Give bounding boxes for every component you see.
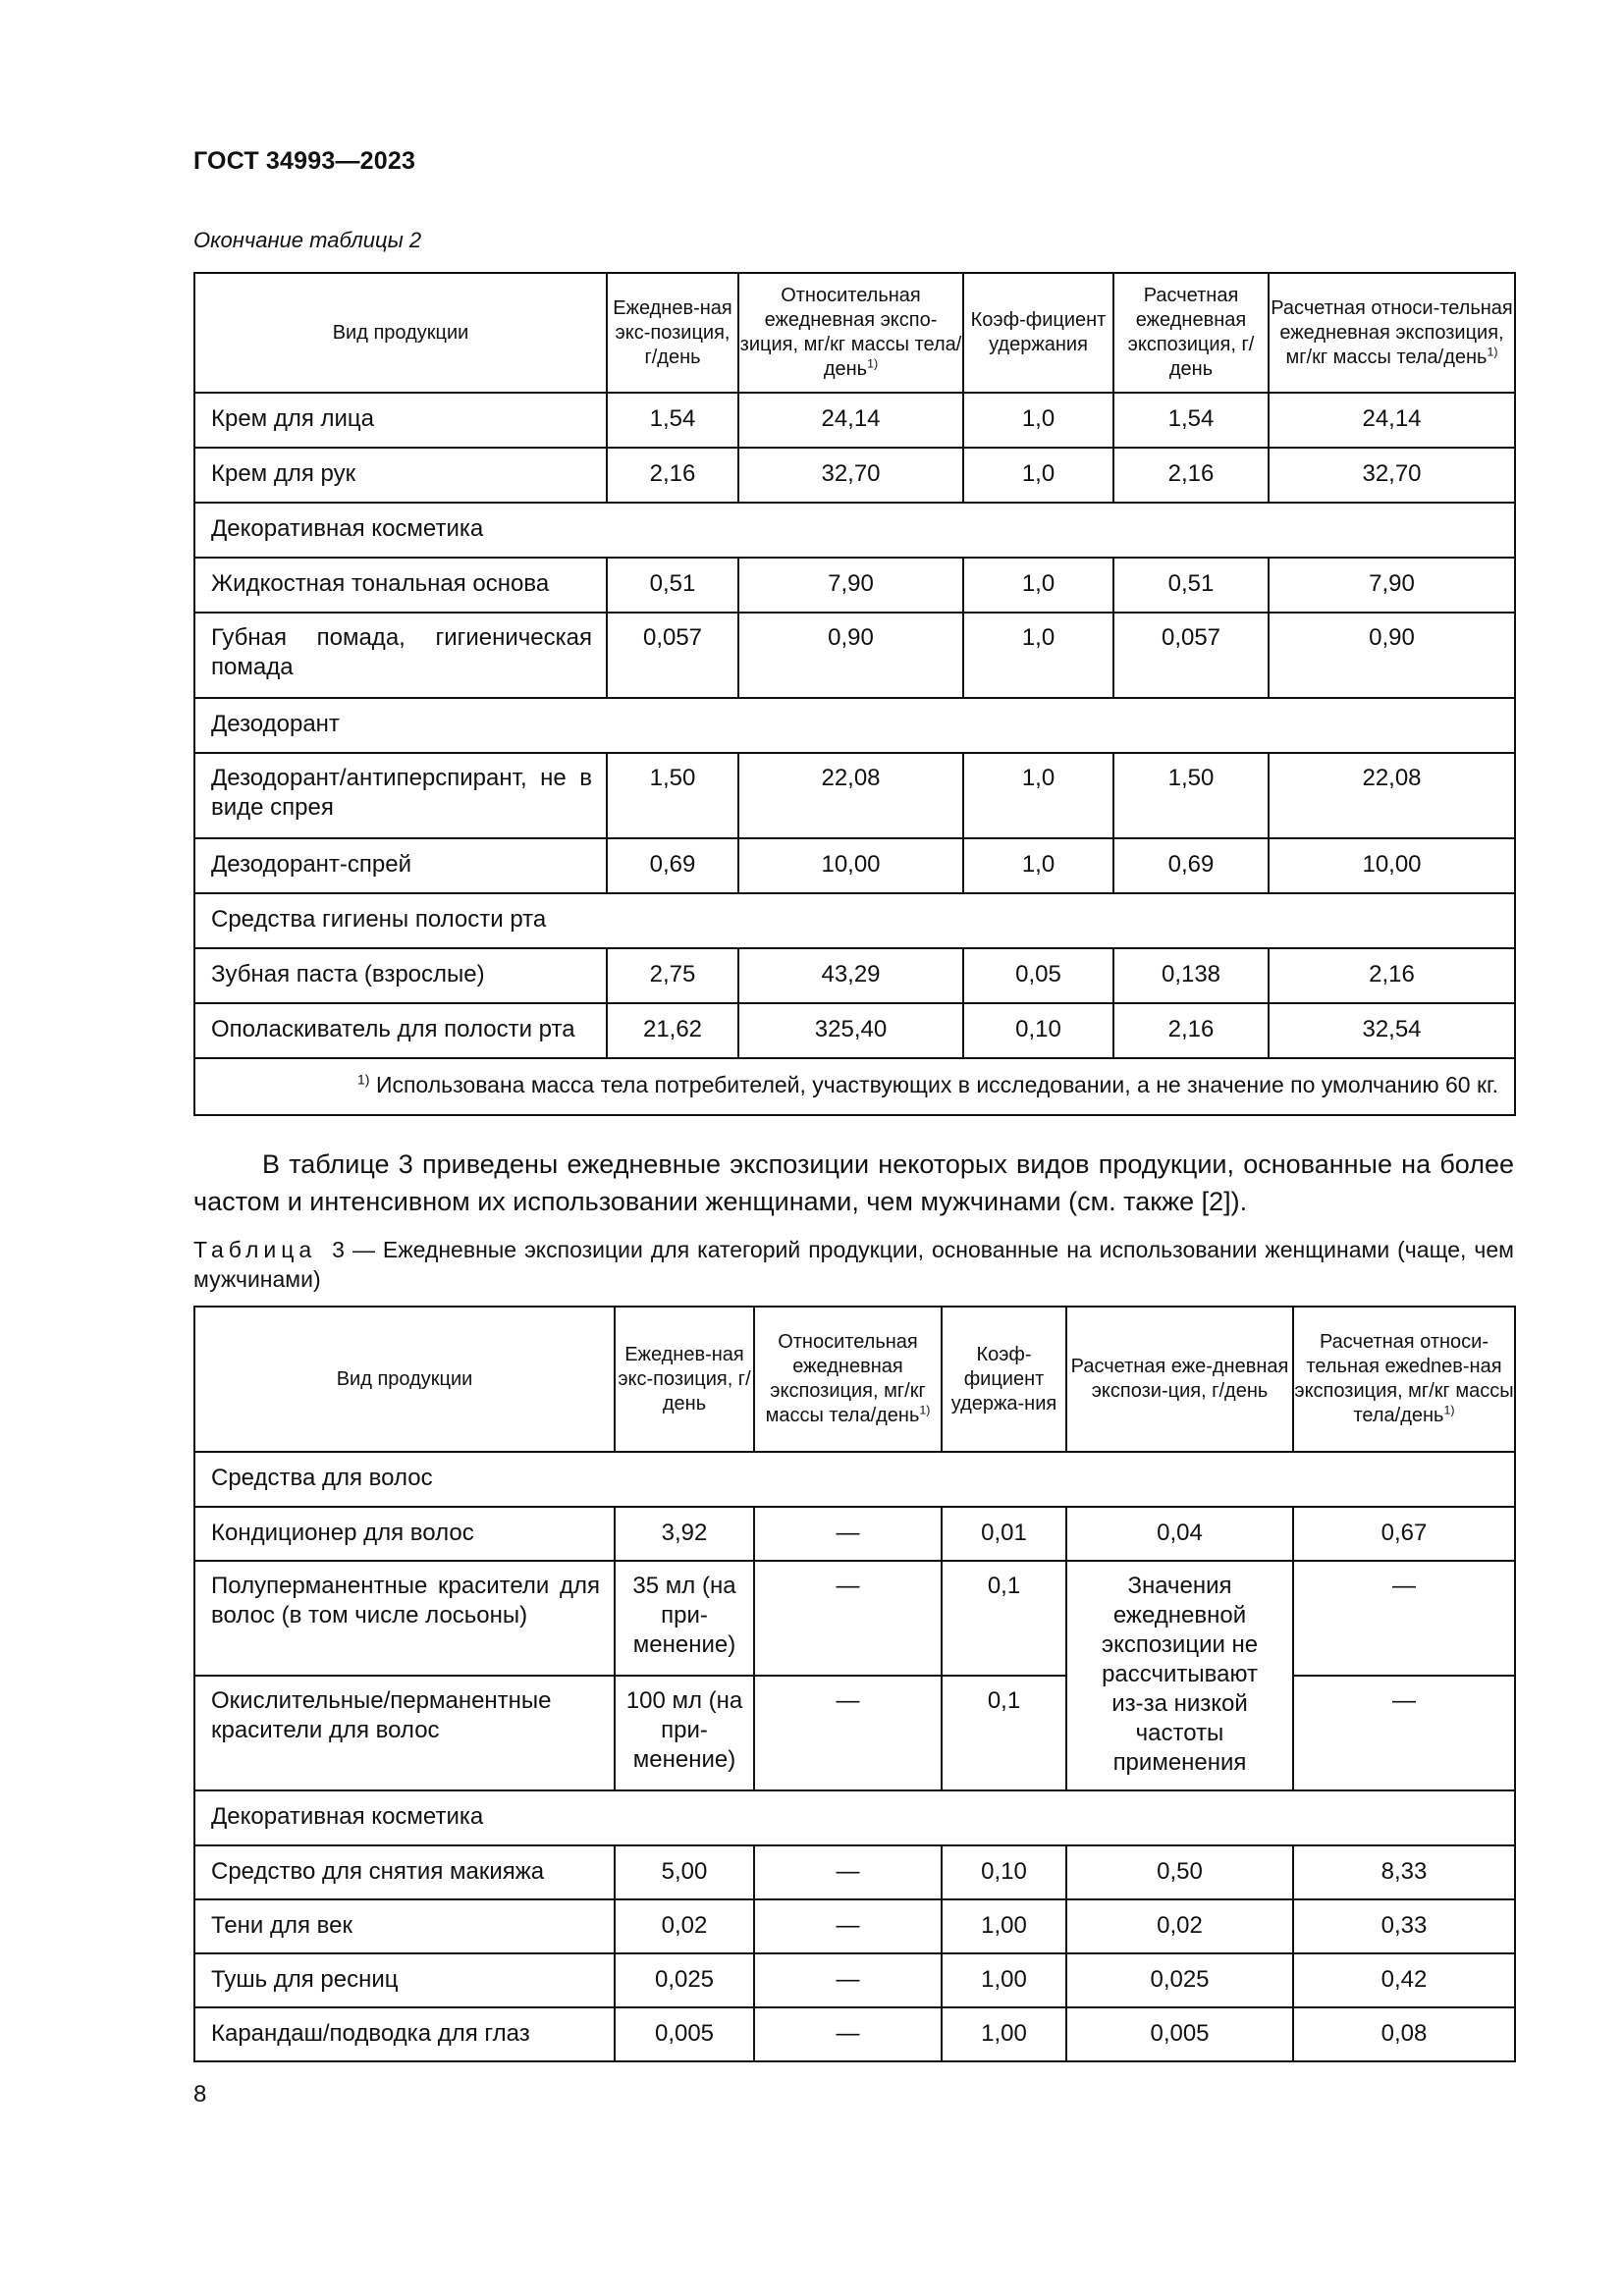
table-row — [194, 753, 1515, 838]
table-row — [194, 838, 1515, 893]
table-row — [194, 613, 1515, 698]
value-cell: 24,14 — [1269, 393, 1515, 448]
value-cell: 0,69 — [1113, 838, 1269, 893]
value-cell: — — [1293, 1561, 1515, 1676]
footnote-marker: 1) — [1443, 1403, 1455, 1417]
value-cell: 0,02 — [615, 1899, 754, 1953]
value-cell: 32,70 — [738, 448, 963, 503]
table-row — [194, 2007, 1515, 2061]
value-cell: 8,33 — [1293, 1845, 1515, 1899]
product-name-cell: Крем для лица — [194, 393, 607, 448]
value-cell: 32,70 — [1269, 448, 1515, 503]
table2-col-header — [1113, 273, 1269, 393]
table3-col-header — [1066, 1307, 1293, 1452]
value-cell: 0,04 — [1066, 1507, 1293, 1561]
column-label: Расчетная относи-тельная ежednев-ная экспозиция, мг/кг массы тела/день — [1294, 1331, 1514, 1426]
value-cell: 32,54 — [1269, 1003, 1515, 1058]
product-name-cell: Жидкостная тональная основа — [194, 558, 607, 613]
value-cell: 0,05 — [963, 948, 1113, 1003]
value-cell: 0,67 — [1293, 1507, 1515, 1561]
value-cell: 1,00 — [942, 1953, 1066, 2007]
table-row — [194, 948, 1515, 1003]
table-3-caption-label: Таблица — [193, 1237, 317, 1262]
column-label: Относительная ежедневная экспо-зиция, мг/кг массы тела/день — [739, 285, 962, 380]
value-cell: 0,1 — [942, 1561, 1066, 1676]
table-footnote-row — [194, 1058, 1515, 1115]
value-cell: — — [754, 1953, 942, 2007]
product-name-cell: Полуперманентные красители для волос (в том числе лосьоны) — [194, 1561, 615, 1676]
value-cell: 0,02 — [1066, 1899, 1293, 1953]
column-label: Коэф-фициент удержания — [970, 309, 1107, 355]
product-name-cell: Окислительные/перманентные красители для волос — [194, 1676, 615, 1790]
value-cell: 0,51 — [1113, 558, 1269, 613]
value-cell: 10,00 — [738, 838, 963, 893]
table2-col-header — [1269, 273, 1515, 393]
value-cell: 0,42 — [1293, 1953, 1515, 2007]
column-label: Ежеднев-ная экс-позиция, г/день — [618, 1343, 751, 1415]
table2-col-header — [963, 273, 1113, 393]
value-cell: 0,1 — [942, 1676, 1066, 1790]
value-cell: 0,057 — [1113, 613, 1269, 698]
value-cell: 0,69 — [607, 838, 738, 893]
table-section-row — [194, 503, 1515, 558]
table2-col-header — [607, 273, 738, 393]
value-cell: 3,92 — [615, 1507, 754, 1561]
column-label: Расчетная относи-тельная ежедневная экспозиция, мг/кг массы тела/день — [1271, 296, 1513, 368]
table-section-row — [194, 698, 1515, 753]
value-cell: 1,0 — [963, 448, 1113, 503]
page-number: 8 — [193, 2081, 207, 2108]
product-name-cell: Тушь для ресниц — [194, 1953, 615, 2007]
footnote-text: Использована масса тела потребителей, участвующих в исследовании, а не значение по умолчанию 60 кг. — [375, 1072, 1498, 1097]
value-cell: — — [754, 2007, 942, 2061]
table-row — [194, 1845, 1515, 1899]
table-section-row — [194, 1452, 1515, 1507]
value-cell: 2,16 — [607, 448, 738, 503]
value-cell: 1,50 — [607, 753, 738, 838]
value-cell: — — [1293, 1676, 1515, 1790]
section-label: Средства для волос — [194, 1452, 1515, 1507]
footnote-marker: 1) — [1487, 344, 1498, 358]
table3-col-header — [1293, 1307, 1515, 1452]
table-2 — [193, 272, 1516, 1116]
table-2-continuation-caption: Окончание таблицы 2 — [193, 228, 422, 252]
merged-note-cell: Значения ежедневной экспозиции не рассчитывают из-за низкой частоты применения — [1066, 1561, 1293, 1790]
value-cell: 22,08 — [1269, 753, 1515, 838]
value-cell: 0,08 — [1293, 2007, 1515, 2061]
value-cell: 22,08 — [738, 753, 963, 838]
value-cell: 7,90 — [738, 558, 963, 613]
table-3-caption-text: — Ежедневные экспозиции для категорий продукции, основанные на использовании женщинами (чаще, чем мужчинами) — [193, 1237, 1514, 1292]
value-cell: 2,16 — [1113, 1003, 1269, 1058]
table-row — [194, 393, 1515, 448]
value-cell: 1,0 — [963, 558, 1113, 613]
table-footnote — [194, 1058, 1515, 1115]
value-cell: 21,62 — [607, 1003, 738, 1058]
product-name-cell: Тени для век — [194, 1899, 615, 1953]
value-cell: 0,51 — [607, 558, 738, 613]
table-row — [194, 1507, 1515, 1561]
table-row — [194, 1003, 1515, 1058]
product-name-cell: Средство для снятия макияжа — [194, 1845, 615, 1899]
product-name-cell: Зубная паста (взрослые) — [194, 948, 607, 1003]
column-label: Вид продукции — [332, 321, 469, 344]
table-2-header-row — [194, 273, 1515, 393]
value-cell: 0,138 — [1113, 948, 1269, 1003]
table3-col-header — [615, 1307, 754, 1452]
value-cell: 0,005 — [615, 2007, 754, 2061]
value-cell: — — [754, 1561, 942, 1676]
value-cell: 325,40 — [738, 1003, 963, 1058]
table-row — [194, 1561, 1515, 1676]
value-cell: 2,16 — [1269, 948, 1515, 1003]
value-cell: 0,005 — [1066, 2007, 1293, 2061]
product-name-cell: Кондиционер для волос — [194, 1507, 615, 1561]
value-cell: 1,00 — [942, 2007, 1066, 2061]
table2-col-header — [738, 273, 963, 393]
value-cell: — — [754, 1507, 942, 1561]
value-cell: 0,025 — [1066, 1953, 1293, 2007]
document-header: ГОСТ 34993—2023 — [193, 147, 416, 175]
value-cell: 1,0 — [963, 753, 1113, 838]
table-row — [194, 558, 1515, 613]
table-row — [194, 1676, 1515, 1790]
table-3-caption — [193, 1235, 1514, 1294]
section-label: Декоративная косметика — [194, 503, 1515, 558]
value-cell: 1,0 — [963, 838, 1113, 893]
section-label: Средства гигиены полости рта — [194, 893, 1515, 948]
table-row — [194, 448, 1515, 503]
value-cell: 7,90 — [1269, 558, 1515, 613]
product-name-cell: Крем для рук — [194, 448, 607, 503]
column-label: Вид продукции — [336, 1367, 473, 1390]
paragraph: В таблице 3 приведены ежедневные экспозиции некоторых видов продукции, основанные на более частом и интенсивном их использовании женщинами, чем мужчинами (см. также [2]). — [193, 1149, 1514, 1216]
value-cell: 0,10 — [942, 1845, 1066, 1899]
footnote-marker: 1) — [919, 1403, 931, 1417]
value-cell: 1,0 — [963, 393, 1113, 448]
value-cell: 43,29 — [738, 948, 963, 1003]
table3-col-header — [942, 1307, 1066, 1452]
table-row — [194, 1899, 1515, 1953]
section-label: Дезодорант — [194, 698, 1515, 753]
value-cell: 1,0 — [963, 613, 1113, 698]
column-label: Ежеднев-ная экс-позиция, г/день — [613, 296, 732, 368]
value-cell: 0,90 — [738, 613, 963, 698]
value-cell: 0,025 — [615, 1953, 754, 2007]
value-cell: 1,00 — [942, 1899, 1066, 1953]
value-cell: 0,50 — [1066, 1845, 1293, 1899]
value-cell: 0,90 — [1269, 613, 1515, 698]
value-cell: 35 мл (на при-менение) — [615, 1561, 754, 1676]
table-3-caption-number: 3 — [332, 1237, 345, 1262]
product-name-cell: Губная помада, гигиеническая помада — [194, 613, 607, 698]
product-name-cell: Карандаш/подводка для глаз — [194, 2007, 615, 2061]
value-cell: 0,01 — [942, 1507, 1066, 1561]
table-3-header-row — [194, 1307, 1515, 1452]
footnote-marker: 1) — [867, 356, 879, 371]
value-cell: 1,50 — [1113, 753, 1269, 838]
value-cell: 100 мл (на при-менение) — [615, 1676, 754, 1790]
column-label: Расчетная ежедневная экспозиция, г/день — [1127, 285, 1255, 380]
product-name-cell: Ополаскиватель для полости рта — [194, 1003, 607, 1058]
table-section-row — [194, 893, 1515, 948]
product-name-cell: Дезодорант/антиперспирант, не в виде спрея — [194, 753, 607, 838]
value-cell: — — [754, 1899, 942, 1953]
table2-col-header — [194, 273, 607, 393]
section-label: Декоративная косметика — [194, 1790, 1515, 1845]
value-cell: 24,14 — [738, 393, 963, 448]
product-name-cell: Дезодорант-спрей — [194, 838, 607, 893]
table3-col-header — [754, 1307, 942, 1452]
table-row — [194, 1953, 1515, 2007]
value-cell: 1,54 — [1113, 393, 1269, 448]
footnote-marker: 1) — [356, 1072, 370, 1089]
table-3 — [193, 1306, 1516, 2062]
value-cell: 2,75 — [607, 948, 738, 1003]
value-cell: 5,00 — [615, 1845, 754, 1899]
value-cell: 2,16 — [1113, 448, 1269, 503]
value-cell: 1,54 — [607, 393, 738, 448]
value-cell: — — [754, 1676, 942, 1790]
table3-col-header — [194, 1307, 615, 1452]
value-cell: 0,057 — [607, 613, 738, 698]
column-label: Расчетная еже-дневная экспози-ция, г/день — [1070, 1356, 1289, 1402]
table-section-row — [194, 1790, 1515, 1845]
column-label: Коэф-фициент удержа-ния — [950, 1343, 1057, 1415]
value-cell: 0,10 — [963, 1003, 1113, 1058]
value-cell: — — [754, 1845, 942, 1899]
column-label: Относительная ежедневная экспозиция, мг/кг массы тела/день — [765, 1331, 926, 1426]
value-cell: 0,33 — [1293, 1899, 1515, 1953]
value-cell: 10,00 — [1269, 838, 1515, 893]
